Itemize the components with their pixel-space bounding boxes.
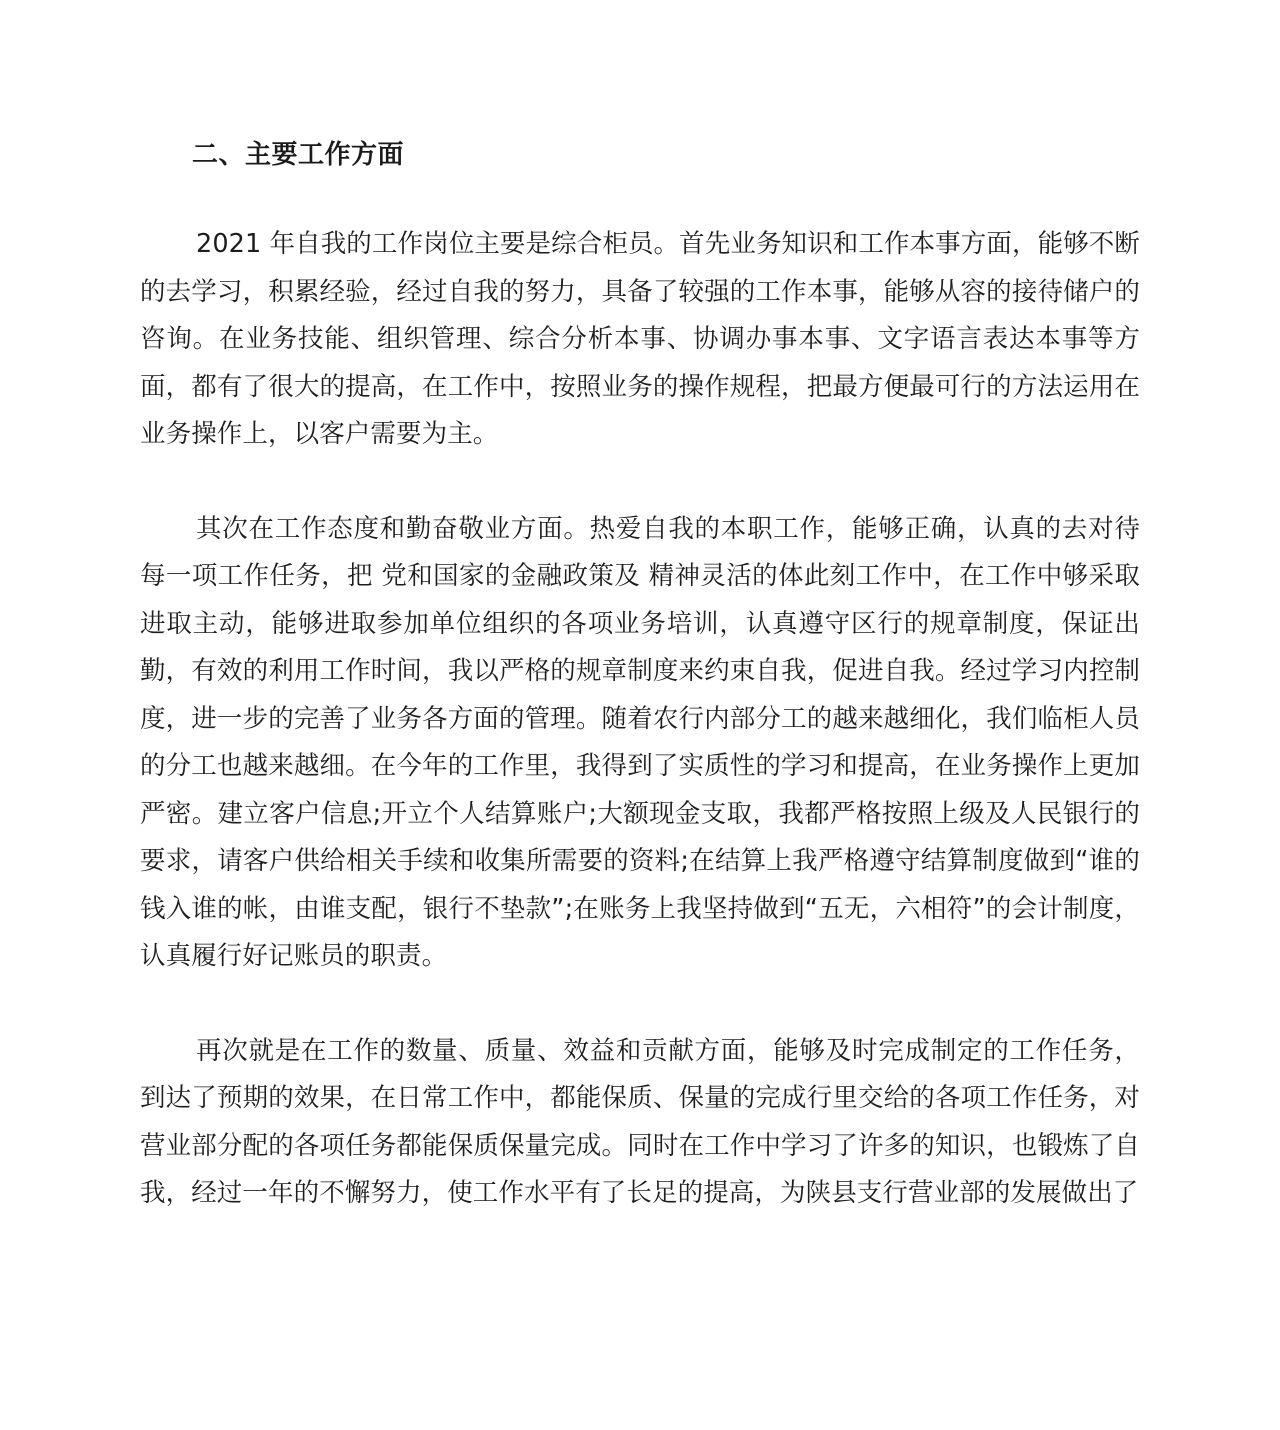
document-body [140, 0, 1140, 1218]
section-heading: 二、主要工作方面 [192, 140, 405, 170]
paragraph-2: 其次在工作态度和勤奋敬业方面。热爱自我的本职工作，能够正确，认真的去对待每一项工作任务，把 党和国家的金融政策及 精神灵活的体此刻工作中，在工作中够采取进取主动，能够进取参加单位组织的各项业务培训，认真遵守区行的规章制度，保证出勤，有效的利用工作时间，我以严格的规章制度来约束自我，促进自我。经过学习内控制度，进一步的完善了业务各方面的管理。随着农行内部分工的越来越细化，我们临柜人员的分工也越来越细。在今年的工作里，我得到了实质性的学习和提高，在业务操作上更加严密。建立客户信息;开立个人结算账户;大额现金支取，我都严格按照上级及人民银行的要求，请客户供给相关手续和收集所需要的资料;在结算上我严格遵守结算制度做到“谁的钱入谁的帐，由谁支配，银行不垫款”;在账务上我坚持做到“五无，六相符”的会计制度，认真履行好记账员的职责。 [140, 513, 1140, 971]
paragraph-3: 再次就是在工作的数量、质量、效益和贡献方面，能够及时完成制定的工作任务，到达了预期的效果，在日常工作中，都能保质、保量的完成行里交给的各项工作任务，对营业部分配的各项任务都能保质保量完成。同时在工作中学习了许多的知识，也锻炼了自我，经过一年的不懈努力，使工作水平有了长足的提高，为陕县支行营业部的发展做出了 [140, 1035, 1140, 1208]
paragraph-1: 2021 年自我的工作岗位主要是综合柜员。首先业务知识和工作本事方面，能够不断的去学习，积累经验，经过自我的努力，具备了较强的工作本事，能够从容的接待储户的咨询。在业务技能、组织管理、综合分析本事、协调办事本事、文字语言表达本事等方面，都有了很大的提高，在工作中，按照业务的操作规程，把最方便最可行的方法运用在业务操作上，以客户需要为主。 [140, 229, 1140, 449]
